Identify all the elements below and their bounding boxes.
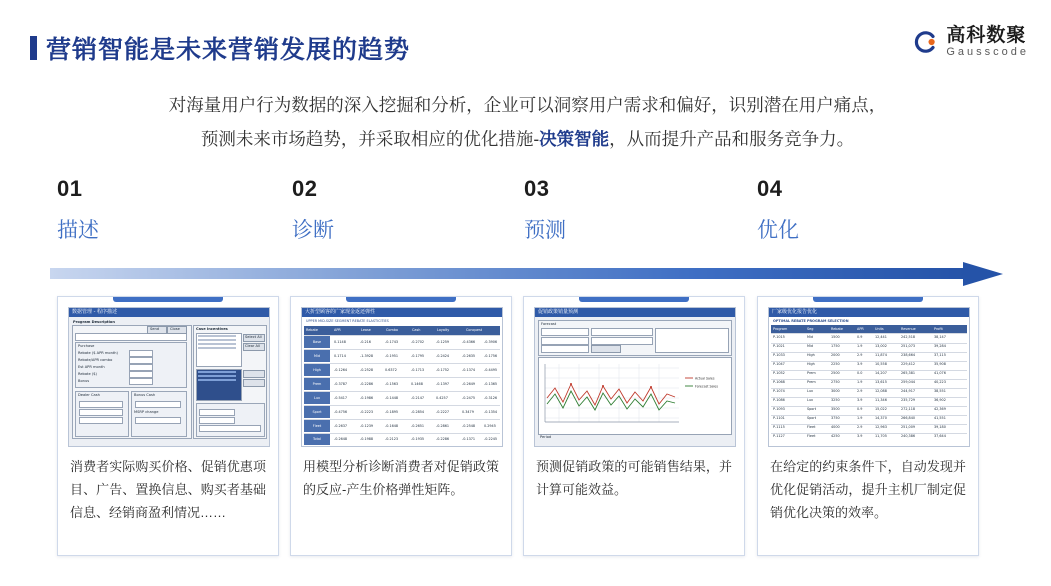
- table-cell: Fleet: [807, 434, 816, 438]
- thumb-input: [129, 378, 153, 385]
- thumb-input: [135, 401, 181, 408]
- table-header-cell: Rebate: [306, 328, 318, 332]
- table-cell: -0.2286: [436, 437, 450, 441]
- card-tab-accent: [113, 297, 223, 302]
- table-cell: -0.2424: [436, 354, 450, 358]
- table-row: [304, 378, 500, 392]
- table-cell: 2250: [831, 362, 840, 366]
- table-cell: P-1021: [773, 344, 785, 348]
- thumb-input: [541, 328, 589, 336]
- table-cell: 4250: [831, 434, 840, 438]
- step-item-2: [292, 176, 512, 244]
- table-cell: 37,115: [934, 353, 946, 357]
- intro-highlight: 决策智能: [539, 129, 610, 149]
- thumb-list-row: [198, 379, 236, 381]
- thumb-input: [199, 417, 235, 424]
- table-cell: 238,664: [901, 353, 916, 357]
- table-cell: -0.2147: [411, 396, 425, 400]
- page-title: 营销智能是未来营销发展的趋势: [46, 36, 411, 64]
- intro-line-1: 对海量用户行为数据的深入挖掘和分析，企业可以洞察用户需求和偏好，识别潜在用户痛点，: [168, 95, 887, 115]
- table-cell: P-1093: [773, 407, 785, 411]
- table-header-cell: Cash: [412, 328, 421, 332]
- thumb-field-label: Rebate ($ APR month): [78, 351, 118, 355]
- table-cell: -0.2223: [360, 410, 374, 414]
- table-cell: 12,088: [875, 389, 887, 393]
- table-cell: 10,558: [875, 362, 887, 366]
- thumb-field-label: Est APR month: [78, 365, 105, 369]
- table-cell: 11,705: [875, 434, 887, 438]
- table-cell: 41,076: [934, 371, 946, 375]
- table-cell: 42,369: [934, 407, 946, 411]
- thumb-list-row: [198, 343, 236, 345]
- table-cell: 37,644: [934, 434, 946, 438]
- table-cell: Sport: [807, 416, 817, 420]
- card-tab-accent: [579, 297, 689, 302]
- table-cell: P-1068: [773, 380, 785, 384]
- table-cell: 0.6372: [385, 368, 397, 372]
- card-diagnose: [290, 296, 512, 556]
- thumb-field-label: Purchase: [78, 344, 95, 348]
- table-cell: 11,346: [875, 398, 887, 402]
- table-cell: -0.2702: [411, 340, 425, 344]
- table-row: [304, 406, 500, 420]
- card-describe: [57, 296, 279, 556]
- table-cell: -0.1951: [385, 354, 399, 358]
- screenshot-thumbnail-3: [534, 307, 736, 447]
- thumb-list-row: [198, 375, 236, 377]
- table-header-cell: Program: [773, 327, 788, 331]
- step-number: 04: [757, 176, 783, 201]
- thumb-subtitle: UPPER MID-SIZE SEGMENT REBATE ELASTICITIES: [306, 319, 389, 323]
- table-cell: 3.9: [857, 398, 863, 402]
- table-cell: 35,908: [934, 362, 946, 366]
- thumb-body: [769, 317, 969, 446]
- table-cell: -0.1988: [360, 437, 374, 441]
- thumb-input: [129, 350, 153, 357]
- table-cell: -0.1371: [462, 437, 476, 441]
- thumb-aux-button: [243, 370, 265, 378]
- step-item-3: [524, 176, 744, 244]
- table-cell: 3250: [831, 398, 840, 402]
- table-cell: -0.1264: [334, 368, 348, 372]
- table-cell: 0.2945: [484, 424, 496, 428]
- thumb-field-label: Bonus: [78, 379, 90, 383]
- table-header-cell: Combo: [386, 328, 398, 332]
- thumb-input: [129, 364, 153, 371]
- thumb-body: [535, 317, 735, 446]
- table-cell: 0.3479: [462, 410, 474, 414]
- intro-line-2-suffix: ，从而提升产品和服务竞争力。: [609, 129, 855, 149]
- table-cell: 13,002: [875, 344, 887, 348]
- table-cell: P-1033: [773, 353, 785, 357]
- table-cell: 0.1468: [411, 382, 423, 386]
- table-row-label: Base: [304, 336, 330, 348]
- table-header-cell: Profit: [934, 327, 943, 331]
- table-cell: 3000: [831, 389, 840, 393]
- table-header-cell: Lease: [361, 328, 371, 332]
- table-cell: 1750: [831, 344, 840, 348]
- thumb-input: [129, 357, 153, 364]
- table-cell: 15,022: [875, 407, 887, 411]
- arrow-body: [50, 268, 965, 279]
- table-cell: 3750: [831, 416, 840, 420]
- table-header-cell: Units: [875, 327, 884, 331]
- table-row: [304, 434, 500, 446]
- table-cell: -0.3787: [334, 382, 348, 386]
- table-cell: -0.2854: [411, 410, 425, 414]
- table-cell: -0.1986: [360, 396, 374, 400]
- table-cell: P-1052: [773, 371, 785, 375]
- card-row: [0, 296, 1051, 564]
- thumb-body: [69, 317, 269, 446]
- table-cell: -0.1354: [484, 410, 498, 414]
- step-item-4: [757, 176, 977, 244]
- table-cell: Fleet: [807, 425, 816, 429]
- thumb-input: [79, 401, 123, 408]
- table-row: [304, 392, 500, 406]
- table-cell: 244,917: [901, 389, 916, 393]
- table-cell: -0.1239: [360, 424, 374, 428]
- thumb-list-row: [198, 339, 236, 341]
- table-cell: 1.9: [857, 380, 863, 384]
- thumb-input: [129, 371, 153, 378]
- brand-logo: [912, 26, 1029, 58]
- table-cell: 229,412: [901, 362, 916, 366]
- brand-name-en: Gausscode: [946, 45, 1029, 58]
- table-cell: -0.1648: [385, 424, 399, 428]
- table-cell: 265,381: [901, 371, 916, 375]
- table-cell: 2500: [831, 371, 840, 375]
- thumb-aux-button: [243, 379, 265, 387]
- thumb-list-row: [198, 347, 236, 349]
- table-cell: -0.216: [360, 340, 371, 344]
- table-cell: Mid: [807, 344, 814, 348]
- thumb-selected-list: [196, 369, 242, 401]
- step-row: [0, 176, 1051, 256]
- table-cell: 251,009: [901, 425, 916, 429]
- thumb-input: [79, 417, 123, 424]
- table-cell: P-1101: [773, 416, 785, 420]
- thumb-footer-right-label: Bonus Cash: [134, 393, 156, 397]
- table-cell: Prem: [807, 380, 816, 384]
- table-cell: P-1015: [773, 335, 785, 339]
- step-number: 03: [524, 176, 550, 201]
- table-cell: P-1115: [773, 425, 785, 429]
- thumb-input: [591, 328, 653, 336]
- table-cell: Lux: [807, 398, 813, 402]
- thumb-chart-area: [538, 357, 732, 435]
- thumb-title: 大折型顾客的广家现金返还弹性: [302, 308, 502, 317]
- thumb-subgroup-bonus-cash: [131, 391, 187, 437]
- table-cell: -0.2635: [462, 354, 476, 358]
- table-cell: 14,207: [875, 371, 887, 375]
- table-cell: -0.1752: [436, 368, 450, 372]
- table-row-label: High: [304, 364, 330, 376]
- thumb-button-label: Send: [150, 327, 160, 331]
- table-header-cell: Seg: [807, 327, 814, 331]
- table-cell: 39,180: [934, 425, 946, 429]
- table-cell: -0.4756: [334, 410, 348, 414]
- thumb-section-a-label: Program Description: [73, 320, 115, 324]
- table-cell: 2000: [831, 353, 840, 357]
- table-cell: -0.2649: [462, 382, 476, 386]
- thumb-input: [199, 409, 235, 416]
- card-optimize: [757, 296, 979, 556]
- svg-text:Forecast Sales: Forecast Sales: [695, 384, 718, 389]
- table-header-cell: Conquest: [466, 328, 483, 332]
- thumb-field-label: Rebate ($): [78, 372, 97, 376]
- table-cell: P-1047: [773, 362, 785, 366]
- table-cell: 39,284: [934, 344, 946, 348]
- thumb-footer-left-label: Dealer Cash: [78, 393, 100, 397]
- table-header-cell: APR: [334, 328, 341, 332]
- brand-name-cn: 高科数聚: [946, 25, 1027, 46]
- card-caption: 在给定的约束条件下，自动发现并优化促销活动，提升主机厂制定促销优化决策的效率。: [770, 459, 966, 520]
- table-cell: 266,840: [901, 416, 916, 420]
- table-cell: 38,551: [934, 389, 946, 393]
- table-cell: -0.2861: [436, 424, 450, 428]
- table-cell: -1.3928: [360, 354, 374, 358]
- thumb-chart-footer: Period: [540, 435, 552, 439]
- thumb-output-box: [655, 328, 729, 353]
- table-cell: -0.1935: [411, 437, 425, 441]
- thumb-text-field: [75, 333, 187, 341]
- thumb-button-label: Clear All: [245, 344, 260, 348]
- table-row: [771, 433, 967, 442]
- brand-text: [946, 26, 1029, 58]
- thumb-input: [199, 425, 261, 432]
- table-row: [304, 364, 500, 378]
- thumb-list-row: [198, 371, 236, 373]
- thumb-title: 数据管理 - 程序描述: [69, 308, 269, 317]
- table-cell: -0.2245: [484, 437, 498, 441]
- thumb-list-row: [198, 335, 236, 337]
- table-cell: 41,551: [934, 416, 946, 420]
- table-cell: -0.2123: [385, 437, 399, 441]
- table-cell: 0.1714: [334, 354, 346, 358]
- arrow-head-icon: [963, 262, 1003, 286]
- thumb-body: [302, 317, 502, 446]
- table-cell: 251,073: [901, 344, 916, 348]
- table-cell: -0.1743: [385, 340, 399, 344]
- thumb-input: [541, 337, 589, 345]
- table-cell: -0.2548: [462, 424, 476, 428]
- table-header-cell: Revenue: [901, 327, 916, 331]
- table-cell: -0.3126: [484, 396, 498, 400]
- table-cell: -0.2528: [360, 368, 374, 372]
- table-cell: -0.2637: [334, 424, 348, 428]
- table-cell: 0.0: [857, 371, 863, 375]
- thumb-title: 促销政策销量预测: [535, 308, 735, 317]
- thumb-input: [79, 409, 123, 416]
- thumb-panel-label: Forecast: [541, 322, 557, 326]
- table-header-row: [304, 326, 500, 336]
- card-tab-accent: [813, 297, 923, 302]
- table-cell: -0.1374: [462, 368, 476, 372]
- table-cell: Lux: [807, 389, 813, 393]
- step-label: 诊断: [292, 219, 334, 242]
- step-label: 优化: [757, 219, 799, 242]
- thumb-input: [591, 337, 653, 345]
- thumb-run-button: [591, 345, 621, 353]
- table-cell: 0.9: [857, 335, 863, 339]
- table-cell: P-1127: [773, 434, 785, 438]
- table-cell: High: [807, 353, 815, 357]
- intro-line-2: [55, 122, 1000, 156]
- table-row-label: Prem: [304, 378, 330, 390]
- table-cell: 12,441: [875, 335, 887, 339]
- card-caption: 用模型分析诊断消费者对促销政策的反应-产生价格弹性矩阵。: [303, 459, 499, 497]
- table-cell: -0.2475: [462, 396, 476, 400]
- table-header-cell: Loyalty: [437, 328, 450, 332]
- table-cell: 1500: [831, 335, 840, 339]
- table-cell: 1.9: [857, 344, 863, 348]
- table-header-row: [771, 325, 967, 334]
- table-cell: 12,963: [875, 425, 887, 429]
- table-cell: 40,223: [934, 380, 946, 384]
- table-cell: -0.4495: [484, 368, 498, 372]
- table-cell: 0.1148: [334, 340, 346, 344]
- table-row: [304, 350, 500, 364]
- step-number: 01: [57, 176, 83, 201]
- step-item-1: [57, 176, 277, 244]
- table-cell: 242,518: [901, 335, 916, 339]
- card-caption: 消费者实际购买价格、促销优惠项目、广告、置换信息、购买者基础信息、经销商盈利情况……: [70, 459, 266, 520]
- card-predict: [523, 296, 745, 556]
- step-label: 描述: [57, 219, 99, 242]
- table-cell: 272,118: [901, 407, 916, 411]
- table-cell: 38,147: [934, 335, 946, 339]
- table-cell: -0.1448: [385, 396, 399, 400]
- table-cell: P-1074: [773, 389, 785, 393]
- table-cell: 2.9: [857, 425, 863, 429]
- gausscode-logo-icon: [912, 29, 938, 55]
- intro-paragraph: [55, 88, 1000, 156]
- screenshot-thumbnail-2: [301, 307, 503, 447]
- table-cell: -0.2227: [436, 410, 450, 414]
- progress-arrow: [50, 262, 1005, 286]
- table-cell: -0.1756: [484, 354, 498, 358]
- table-cell: -0.5417: [334, 396, 348, 400]
- step-number: 02: [292, 176, 318, 201]
- table-cell: 3.9: [857, 362, 863, 366]
- table-cell: Prem: [807, 371, 816, 375]
- table-cell: 0.4257: [436, 396, 448, 400]
- table-cell: 235,729: [901, 398, 916, 402]
- table-cell: High: [807, 362, 815, 366]
- table-cell: -0.4366: [462, 340, 476, 344]
- screenshot-thumbnail-1: [68, 307, 270, 447]
- thumb-input: [135, 417, 181, 424]
- table-row-label: Total: [304, 434, 330, 445]
- table-row: [304, 420, 500, 434]
- table-row-label: Fleet: [304, 420, 330, 432]
- table-row-label: Sport: [304, 406, 330, 418]
- thumb-footer-note: MSRP change: [134, 410, 159, 414]
- table-row-label: Lux: [304, 392, 330, 404]
- table-cell: 259,044: [901, 380, 916, 384]
- table-cell: 11,874: [875, 353, 887, 357]
- table-cell: -0.3906: [484, 340, 498, 344]
- table-row-label: Mid: [304, 350, 330, 362]
- table-cell: 0.9: [857, 407, 863, 411]
- thumb-button-label: Close: [170, 327, 180, 331]
- table-cell: Sport: [807, 407, 817, 411]
- intro-line-2-prefix: 预测未来市场趋势，并采取相应的优化措施-: [200, 129, 540, 149]
- card-tab-accent: [346, 297, 456, 302]
- screenshot-thumbnail-4: [768, 307, 970, 447]
- table-cell: 2.9: [857, 389, 863, 393]
- table-cell: -0.1713: [411, 368, 425, 372]
- svg-text:Actual Sales: Actual Sales: [695, 376, 715, 381]
- table-cell: -0.1365: [484, 382, 498, 386]
- table-cell: 240,386: [901, 434, 916, 438]
- table-cell: -0.1397: [436, 382, 450, 386]
- thumb-field-label: Rebate/APR combo: [78, 358, 113, 362]
- thumb-button-label: Select All: [245, 335, 262, 339]
- table-cell: 2750: [831, 380, 840, 384]
- table-cell: P-1086: [773, 398, 785, 402]
- table-cell: -0.1895: [385, 410, 399, 414]
- thumb-subtitle: OPTIMAL REBATE PROGRAM SELECTION: [773, 319, 849, 323]
- table-cell: Mid: [807, 335, 814, 339]
- table-cell: 14,370: [875, 416, 887, 420]
- thumb-section-b-label: Case Incentives: [196, 327, 228, 331]
- table-cell: 3.9: [857, 434, 863, 438]
- page-header: [0, 18, 1051, 64]
- forecast-line-chart: [539, 358, 729, 432]
- table-cell: 13,615: [875, 380, 887, 384]
- title-accent-bar: [30, 36, 37, 60]
- step-label: 预测: [524, 219, 566, 242]
- thumb-input: [541, 345, 589, 353]
- card-caption: 预测促销政策的可能销售结果，并计算可能效益。: [536, 459, 732, 497]
- table-cell: -0.1259: [436, 340, 450, 344]
- table-cell: -0.1563: [385, 382, 399, 386]
- table-cell: 3500: [831, 407, 840, 411]
- table-cell: 4000: [831, 425, 840, 429]
- table-cell: 2.9: [857, 353, 863, 357]
- thumb-title: 厂家级优化报告优化: [769, 308, 969, 317]
- table-cell: -0.2286: [360, 382, 374, 386]
- table-header-cell: Rebate: [831, 327, 843, 331]
- table-header-cell: APR: [857, 327, 864, 331]
- table-row: [304, 336, 500, 350]
- table-cell: -0.2648: [334, 437, 348, 441]
- table-cell: -0.1795: [411, 354, 425, 358]
- table-cell: 1.9: [857, 416, 863, 420]
- table-cell: 36,902: [934, 398, 946, 402]
- table-cell: -0.2651: [411, 424, 425, 428]
